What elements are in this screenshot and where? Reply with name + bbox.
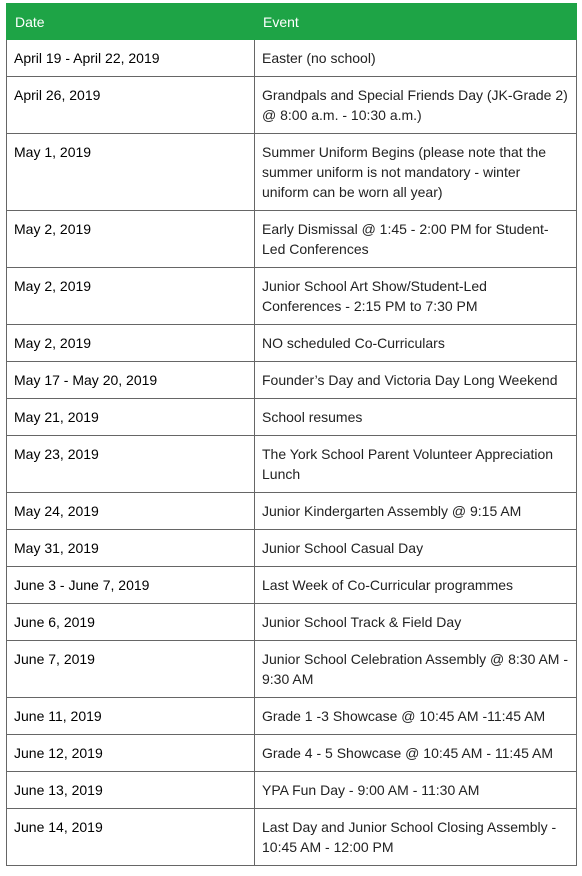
table-row: [7, 604, 577, 641]
table-row: [7, 211, 577, 268]
date-cell: May 21, 2019: [7, 399, 255, 436]
event-cell: Junior School Celebration Assembly @ 8:30 AM - 9:30 AM: [255, 641, 577, 698]
table-row: [7, 325, 577, 362]
table-row: [7, 493, 577, 530]
event-cell: YPA Fun Day - 9:00 AM - 11:30 AM: [255, 772, 577, 809]
date-cell: June 11, 2019: [7, 698, 255, 735]
table-row: [7, 641, 577, 698]
table-row: [7, 362, 577, 399]
event-cell: NO scheduled Co-Curriculars: [255, 325, 577, 362]
table-row: [7, 134, 577, 211]
date-cell: June 7, 2019: [7, 641, 255, 698]
table-row: [7, 399, 577, 436]
date-cell: May 2, 2019: [7, 211, 255, 268]
table-row: [7, 567, 577, 604]
event-cell: Last Day and Junior School Closing Assembly - 10:45 AM - 12:00 PM: [255, 809, 577, 866]
date-cell: June 13, 2019: [7, 772, 255, 809]
header-row: [7, 4, 577, 40]
event-cell: Grade 4 - 5 Showcase @ 10:45 AM - 11:45 AM: [255, 735, 577, 772]
event-cell: Early Dismissal @ 1:45 - 2:00 PM for Student-Led Conferences: [255, 211, 577, 268]
event-cell: The York School Parent Volunteer Appreciation Lunch: [255, 436, 577, 493]
date-cell: April 26, 2019: [7, 77, 255, 134]
event-cell: Founder’s Day and Victoria Day Long Weekend: [255, 362, 577, 399]
table-row: [7, 268, 577, 325]
table-row: [7, 436, 577, 493]
table-header: [7, 4, 577, 40]
table-row: [7, 809, 577, 866]
table-row: [7, 698, 577, 735]
event-cell: Grandpals and Special Friends Day (JK-Grade 2) @ 8:00 a.m. - 10:30 a.m.): [255, 77, 577, 134]
event-cell: School resumes: [255, 399, 577, 436]
event-cell: Summer Uniform Begins (please note that the summer uniform is not mandatory - winter uniform can be worn all year): [255, 134, 577, 211]
table-row: [7, 77, 577, 134]
table-row: [7, 735, 577, 772]
date-cell: May 31, 2019: [7, 530, 255, 567]
event-cell: Grade 1 -3 Showcase @ 10:45 AM -11:45 AM: [255, 698, 577, 735]
table-row: [7, 530, 577, 567]
date-cell: May 1, 2019: [7, 134, 255, 211]
event-cell: Junior School Art Show/Student-Led Conferences - 2:15 PM to 7:30 PM: [255, 268, 577, 325]
date-cell: June 14, 2019: [7, 809, 255, 866]
date-column-header: Date: [7, 4, 255, 40]
event-column-header: Event: [255, 4, 577, 40]
event-cell: Junior School Casual Day: [255, 530, 577, 567]
date-cell: June 3 - June 7, 2019: [7, 567, 255, 604]
date-cell: April 19 - April 22, 2019: [7, 40, 255, 77]
event-cell: Easter (no school): [255, 40, 577, 77]
table-row: [7, 40, 577, 77]
date-cell: May 2, 2019: [7, 268, 255, 325]
date-cell: May 24, 2019: [7, 493, 255, 530]
date-cell: May 23, 2019: [7, 436, 255, 493]
date-cell: May 2, 2019: [7, 325, 255, 362]
event-cell: Last Week of Co-Curricular programmes: [255, 567, 577, 604]
table-row: [7, 772, 577, 809]
date-cell: June 6, 2019: [7, 604, 255, 641]
date-cell: May 17 - May 20, 2019: [7, 362, 255, 399]
event-cell: Junior School Track & Field Day: [255, 604, 577, 641]
table-body: [7, 40, 577, 866]
events-table: [6, 3, 577, 866]
event-cell: Junior Kindergarten Assembly @ 9:15 AM: [255, 493, 577, 530]
date-cell: June 12, 2019: [7, 735, 255, 772]
